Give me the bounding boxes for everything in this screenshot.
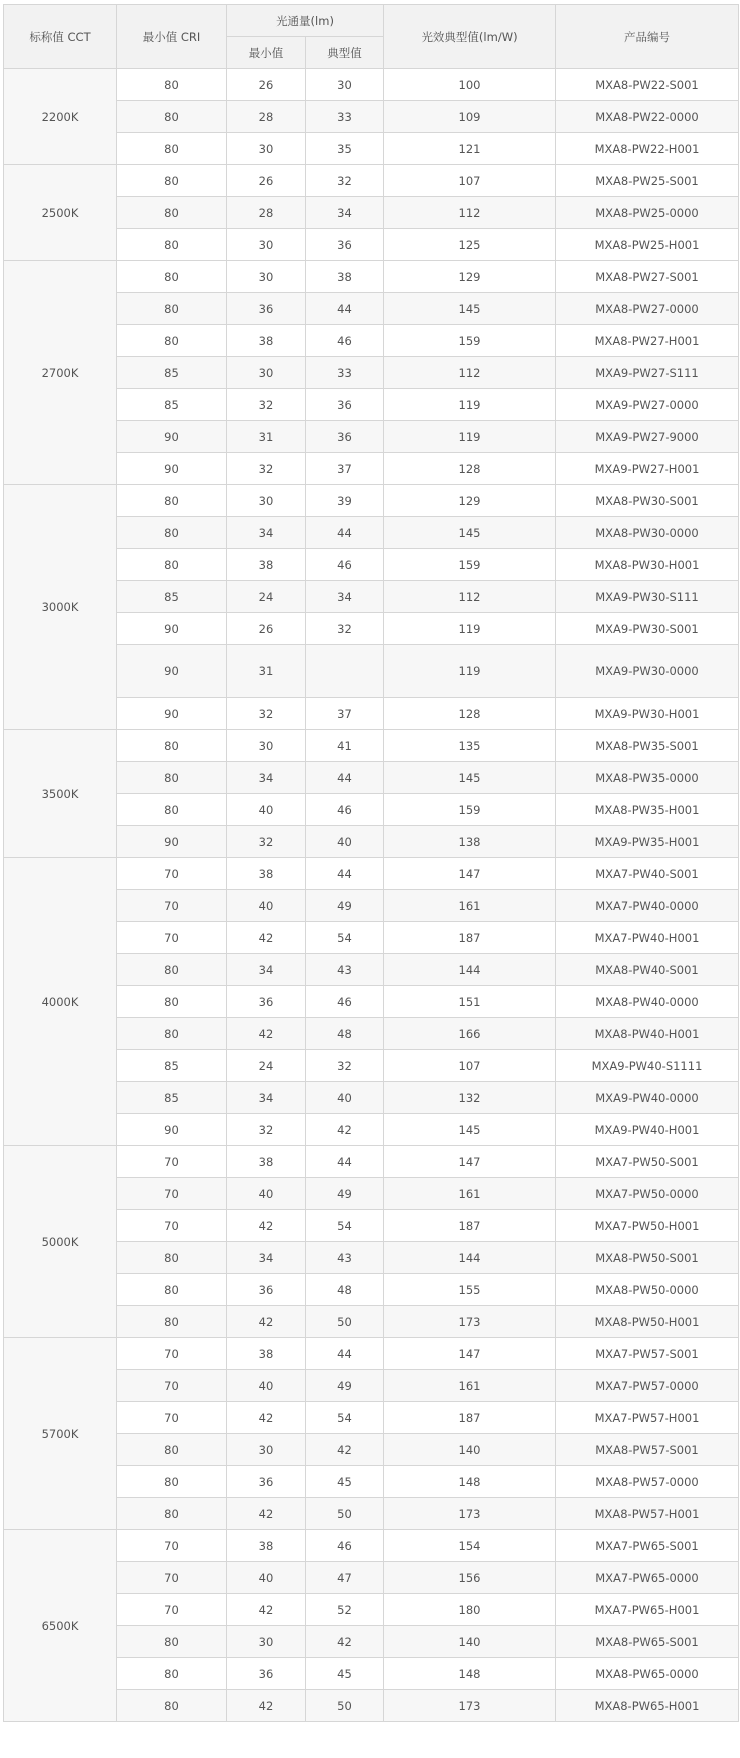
cri-cell: 85 — [117, 1082, 227, 1114]
cri-cell: 80 — [117, 517, 227, 549]
part-number-cell: MXA8-PW57-S001 — [556, 1434, 739, 1466]
cri-cell: 90 — [117, 698, 227, 730]
part-number-cell: MXA9-PW30-S111 — [556, 581, 739, 613]
flux-typ-cell: 49 — [306, 1370, 384, 1402]
flux-min-cell: 36 — [227, 986, 306, 1018]
efficacy-cell: 161 — [384, 890, 556, 922]
header-cri: 最小值 CRI — [117, 5, 227, 69]
efficacy-cell: 147 — [384, 1338, 556, 1370]
efficacy-cell: 173 — [384, 1306, 556, 1338]
flux-typ-cell: 44 — [306, 858, 384, 890]
efficacy-cell: 121 — [384, 133, 556, 165]
flux-min-cell: 26 — [227, 69, 306, 101]
part-number-cell: MXA8-PW22-S001 — [556, 69, 739, 101]
flux-typ-cell: 44 — [306, 293, 384, 325]
flux-min-cell: 28 — [227, 197, 306, 229]
flux-min-cell: 40 — [227, 794, 306, 826]
part-number-cell: MXA9-PW30-S001 — [556, 613, 739, 645]
flux-min-cell: 30 — [227, 133, 306, 165]
cri-cell: 70 — [117, 1146, 227, 1178]
efficacy-cell: 138 — [384, 826, 556, 858]
efficacy-cell: 129 — [384, 261, 556, 293]
part-number-cell: MXA7-PW40-0000 — [556, 890, 739, 922]
cri-cell: 90 — [117, 826, 227, 858]
flux-min-cell: 32 — [227, 698, 306, 730]
flux-min-cell: 38 — [227, 325, 306, 357]
efficacy-cell: 145 — [384, 1114, 556, 1146]
part-number-cell: MXA8-PW65-H001 — [556, 1690, 739, 1722]
efficacy-cell: 161 — [384, 1370, 556, 1402]
flux-min-cell: 42 — [227, 922, 306, 954]
flux-min-cell: 42 — [227, 1306, 306, 1338]
flux-min-cell: 40 — [227, 1562, 306, 1594]
part-number-cell: MXA8-PW22-0000 — [556, 101, 739, 133]
efficacy-cell: 119 — [384, 645, 556, 698]
part-number-cell: MXA9-PW27-H001 — [556, 453, 739, 485]
part-number-cell: MXA9-PW27-0000 — [556, 389, 739, 421]
efficacy-cell: 173 — [384, 1690, 556, 1722]
cri-cell: 90 — [117, 453, 227, 485]
flux-typ-cell: 44 — [306, 517, 384, 549]
part-number-cell: MXA9-PW35-H001 — [556, 826, 739, 858]
part-number-cell: MXA7-PW57-S001 — [556, 1338, 739, 1370]
flux-min-cell: 38 — [227, 1530, 306, 1562]
flux-typ-cell: 43 — [306, 1242, 384, 1274]
flux-min-cell: 31 — [227, 421, 306, 453]
flux-min-cell: 38 — [227, 549, 306, 581]
part-number-cell: MXA9-PW27-9000 — [556, 421, 739, 453]
cri-cell: 90 — [117, 1114, 227, 1146]
header-flux: 光通量(lm) — [227, 5, 384, 37]
efficacy-cell: 173 — [384, 1498, 556, 1530]
flux-typ-cell: 50 — [306, 1690, 384, 1722]
part-number-cell: MXA8-PW27-S001 — [556, 261, 739, 293]
part-number-cell: MXA9-PW40-H001 — [556, 1114, 739, 1146]
cri-cell: 80 — [117, 794, 227, 826]
part-number-cell: MXA7-PW50-S001 — [556, 1146, 739, 1178]
flux-typ-cell: 32 — [306, 1050, 384, 1082]
part-number-cell: MXA8-PW40-S001 — [556, 954, 739, 986]
cri-cell: 70 — [117, 1402, 227, 1434]
flux-typ-cell: 36 — [306, 229, 384, 261]
flux-min-cell: 24 — [227, 1050, 306, 1082]
part-number-cell: MXA8-PW40-H001 — [556, 1018, 739, 1050]
cri-cell: 70 — [117, 1370, 227, 1402]
part-number-cell: MXA7-PW50-H001 — [556, 1210, 739, 1242]
flux-min-cell: 30 — [227, 1434, 306, 1466]
part-number-cell: MXA8-PW30-S001 — [556, 485, 739, 517]
cri-cell: 70 — [117, 1562, 227, 1594]
efficacy-cell: 100 — [384, 69, 556, 101]
flux-min-cell: 42 — [227, 1402, 306, 1434]
cri-cell: 70 — [117, 1338, 227, 1370]
cri-cell: 80 — [117, 165, 227, 197]
flux-min-cell: 40 — [227, 1178, 306, 1210]
flux-min-cell: 38 — [227, 858, 306, 890]
flux-typ-cell: 44 — [306, 762, 384, 794]
part-number-cell: MXA8-PW57-0000 — [556, 1466, 739, 1498]
part-number-cell: MXA8-PW50-0000 — [556, 1274, 739, 1306]
cri-cell: 80 — [117, 485, 227, 517]
flux-min-cell: 40 — [227, 1370, 306, 1402]
flux-typ-cell: 49 — [306, 1178, 384, 1210]
part-number-cell: MXA7-PW65-S001 — [556, 1530, 739, 1562]
flux-typ-cell: 46 — [306, 549, 384, 581]
table-row — [4, 730, 739, 762]
cri-cell: 80 — [117, 1242, 227, 1274]
flux-typ-cell: 38 — [306, 261, 384, 293]
part-number-cell: MXA9-PW30-H001 — [556, 698, 739, 730]
part-number-cell: MXA9-PW40-0000 — [556, 1082, 739, 1114]
part-number-cell: MXA8-PW22-H001 — [556, 133, 739, 165]
efficacy-cell: 140 — [384, 1434, 556, 1466]
table-row — [4, 1530, 739, 1562]
cri-cell: 80 — [117, 1434, 227, 1466]
flux-typ-cell: 54 — [306, 1210, 384, 1242]
cri-cell: 80 — [117, 762, 227, 794]
cri-cell: 70 — [117, 1594, 227, 1626]
flux-min-cell: 32 — [227, 389, 306, 421]
efficacy-cell: 154 — [384, 1530, 556, 1562]
flux-typ-cell: 40 — [306, 1082, 384, 1114]
flux-typ-cell: 44 — [306, 1146, 384, 1178]
cri-cell: 80 — [117, 1018, 227, 1050]
header-flux-min: 最小值 — [227, 37, 306, 69]
efficacy-cell: 128 — [384, 453, 556, 485]
part-number-cell: MXA8-PW30-0000 — [556, 517, 739, 549]
cri-cell: 80 — [117, 69, 227, 101]
table-header — [4, 5, 739, 69]
flux-typ-cell: 45 — [306, 1658, 384, 1690]
cri-cell: 70 — [117, 890, 227, 922]
cri-cell: 80 — [117, 549, 227, 581]
flux-typ-cell: 46 — [306, 325, 384, 357]
part-number-cell: MXA9-PW30-0000 — [556, 645, 739, 698]
part-number-cell: MXA8-PW25-S001 — [556, 165, 739, 197]
cri-cell: 80 — [117, 293, 227, 325]
flux-min-cell: 42 — [227, 1594, 306, 1626]
part-number-cell: MXA8-PW50-S001 — [556, 1242, 739, 1274]
header-flux-typ: 典型值 — [306, 37, 384, 69]
flux-typ-cell: 54 — [306, 922, 384, 954]
flux-typ-cell: 52 — [306, 1594, 384, 1626]
cri-cell: 90 — [117, 645, 227, 698]
efficacy-cell: 128 — [384, 698, 556, 730]
flux-typ-cell: 37 — [306, 698, 384, 730]
header-efficacy: 光效典型值(lm/W) — [384, 5, 556, 69]
efficacy-cell: 187 — [384, 922, 556, 954]
cri-cell: 80 — [117, 730, 227, 762]
flux-typ-cell: 33 — [306, 357, 384, 389]
cri-cell: 80 — [117, 954, 227, 986]
efficacy-cell: 166 — [384, 1018, 556, 1050]
part-number-cell: MXA9-PW40-S1111 — [556, 1050, 739, 1082]
flux-typ-cell: 44 — [306, 1338, 384, 1370]
flux-typ-cell: 50 — [306, 1306, 384, 1338]
flux-min-cell: 36 — [227, 1658, 306, 1690]
flux-typ-cell: 49 — [306, 890, 384, 922]
flux-typ-cell: 47 — [306, 1562, 384, 1594]
flux-typ-cell: 41 — [306, 730, 384, 762]
part-number-cell: MXA8-PW40-0000 — [556, 986, 739, 1018]
flux-typ-cell: 32 — [306, 613, 384, 645]
efficacy-cell: 148 — [384, 1466, 556, 1498]
flux-typ-cell: 46 — [306, 1530, 384, 1562]
cri-cell: 80 — [117, 261, 227, 293]
part-number-cell: MXA7-PW57-H001 — [556, 1402, 739, 1434]
part-number-cell: MXA7-PW50-0000 — [556, 1178, 739, 1210]
efficacy-cell: 125 — [384, 229, 556, 261]
flux-min-cell: 31 — [227, 645, 306, 698]
flux-typ-cell: 34 — [306, 581, 384, 613]
flux-min-cell: 38 — [227, 1146, 306, 1178]
flux-min-cell: 30 — [227, 261, 306, 293]
cri-cell: 80 — [117, 197, 227, 229]
flux-min-cell: 36 — [227, 1466, 306, 1498]
efficacy-cell: 144 — [384, 954, 556, 986]
flux-min-cell: 34 — [227, 517, 306, 549]
flux-min-cell: 40 — [227, 890, 306, 922]
cri-cell: 80 — [117, 1690, 227, 1722]
flux-min-cell: 30 — [227, 730, 306, 762]
efficacy-cell: 119 — [384, 389, 556, 421]
part-number-cell: MXA7-PW40-S001 — [556, 858, 739, 890]
cct-cell: 2200K — [4, 69, 117, 165]
cri-cell: 85 — [117, 389, 227, 421]
flux-typ-cell: 33 — [306, 101, 384, 133]
flux-min-cell: 36 — [227, 293, 306, 325]
part-number-cell: MXA8-PW27-H001 — [556, 325, 739, 357]
cri-cell: 80 — [117, 1498, 227, 1530]
flux-typ-cell: 42 — [306, 1434, 384, 1466]
flux-typ-cell: 45 — [306, 1466, 384, 1498]
flux-min-cell: 42 — [227, 1018, 306, 1050]
cri-cell: 80 — [117, 1274, 227, 1306]
cri-cell: 85 — [117, 1050, 227, 1082]
cri-cell: 90 — [117, 613, 227, 645]
flux-min-cell: 32 — [227, 826, 306, 858]
table-row — [4, 858, 739, 890]
flux-min-cell: 26 — [227, 613, 306, 645]
part-number-cell: MXA8-PW50-H001 — [556, 1306, 739, 1338]
flux-min-cell: 34 — [227, 954, 306, 986]
efficacy-cell: 147 — [384, 1146, 556, 1178]
flux-typ-cell: 46 — [306, 794, 384, 826]
part-number-cell: MXA8-PW57-H001 — [556, 1498, 739, 1530]
part-number-cell: MXA7-PW40-H001 — [556, 922, 739, 954]
part-number-cell: MXA7-PW57-0000 — [556, 1370, 739, 1402]
cri-cell: 80 — [117, 1626, 227, 1658]
part-number-cell: MXA8-PW25-H001 — [556, 229, 739, 261]
flux-typ-cell: 40 — [306, 826, 384, 858]
spec-table-container — [3, 4, 739, 1722]
efficacy-cell: 119 — [384, 421, 556, 453]
table-row — [4, 165, 739, 197]
cri-cell: 70 — [117, 1210, 227, 1242]
cct-cell: 6500K — [4, 1530, 117, 1722]
cct-cell: 4000K — [4, 858, 117, 1146]
flux-typ-cell: 54 — [306, 1402, 384, 1434]
efficacy-cell: 144 — [384, 1242, 556, 1274]
flux-typ-cell: 36 — [306, 421, 384, 453]
flux-min-cell: 42 — [227, 1498, 306, 1530]
cri-cell: 80 — [117, 229, 227, 261]
cct-cell: 5000K — [4, 1146, 117, 1338]
flux-min-cell: 42 — [227, 1690, 306, 1722]
efficacy-cell: 156 — [384, 1562, 556, 1594]
header-part-number: 产品编号 — [556, 5, 739, 69]
efficacy-cell: 112 — [384, 581, 556, 613]
part-number-cell: MXA7-PW65-H001 — [556, 1594, 739, 1626]
flux-typ-cell: 42 — [306, 1114, 384, 1146]
flux-typ-cell: 32 — [306, 165, 384, 197]
cri-cell: 80 — [117, 1658, 227, 1690]
flux-typ-cell: 48 — [306, 1274, 384, 1306]
part-number-cell: MXA8-PW65-0000 — [556, 1658, 739, 1690]
cri-cell: 90 — [117, 421, 227, 453]
cri-cell: 80 — [117, 133, 227, 165]
cri-cell: 70 — [117, 922, 227, 954]
flux-typ-cell: 34 — [306, 197, 384, 229]
flux-min-cell: 42 — [227, 1210, 306, 1242]
part-number-cell: MXA8-PW65-S001 — [556, 1626, 739, 1658]
part-number-cell: MXA9-PW27-S111 — [556, 357, 739, 389]
cri-cell: 85 — [117, 357, 227, 389]
flux-min-cell: 34 — [227, 762, 306, 794]
part-number-cell: MXA8-PW25-0000 — [556, 197, 739, 229]
flux-typ-cell: 48 — [306, 1018, 384, 1050]
flux-typ-cell: 30 — [306, 69, 384, 101]
efficacy-cell: 145 — [384, 293, 556, 325]
header-cct: 标称值 CCT — [4, 5, 117, 69]
flux-min-cell: 32 — [227, 453, 306, 485]
cri-cell: 80 — [117, 1306, 227, 1338]
cct-cell: 5700K — [4, 1338, 117, 1530]
table-row — [4, 1146, 739, 1178]
efficacy-cell: 119 — [384, 613, 556, 645]
cri-cell: 80 — [117, 325, 227, 357]
flux-typ-cell: 37 — [306, 453, 384, 485]
cri-cell: 70 — [117, 1178, 227, 1210]
flux-min-cell: 26 — [227, 165, 306, 197]
flux-typ-cell: 46 — [306, 986, 384, 1018]
table-row — [4, 1338, 739, 1370]
part-number-cell: MXA8-PW35-S001 — [556, 730, 739, 762]
efficacy-cell: 187 — [384, 1402, 556, 1434]
flux-min-cell: 30 — [227, 229, 306, 261]
efficacy-cell: 145 — [384, 762, 556, 794]
flux-min-cell: 36 — [227, 1274, 306, 1306]
efficacy-cell: 112 — [384, 357, 556, 389]
efficacy-cell: 148 — [384, 1658, 556, 1690]
efficacy-cell: 109 — [384, 101, 556, 133]
flux-min-cell: 30 — [227, 485, 306, 517]
flux-min-cell: 34 — [227, 1082, 306, 1114]
flux-typ-cell: 35 — [306, 133, 384, 165]
efficacy-cell: 107 — [384, 165, 556, 197]
part-number-cell: MXA7-PW65-0000 — [556, 1562, 739, 1594]
part-number-cell: MXA8-PW30-H001 — [556, 549, 739, 581]
efficacy-cell: 107 — [384, 1050, 556, 1082]
efficacy-cell: 140 — [384, 1626, 556, 1658]
cri-cell: 70 — [117, 1530, 227, 1562]
table-row — [4, 261, 739, 293]
cri-cell: 80 — [117, 1466, 227, 1498]
part-number-cell: MXA8-PW27-0000 — [556, 293, 739, 325]
efficacy-cell: 159 — [384, 794, 556, 826]
efficacy-cell: 129 — [384, 485, 556, 517]
efficacy-cell: 132 — [384, 1082, 556, 1114]
cct-cell: 2700K — [4, 261, 117, 485]
efficacy-cell: 151 — [384, 986, 556, 1018]
flux-typ-cell: 36 — [306, 389, 384, 421]
flux-typ-cell: 50 — [306, 1498, 384, 1530]
flux-min-cell: 34 — [227, 1242, 306, 1274]
table-body — [4, 69, 739, 1722]
cri-cell: 85 — [117, 581, 227, 613]
cri-cell: 80 — [117, 986, 227, 1018]
flux-typ-cell: 43 — [306, 954, 384, 986]
flux-min-cell: 30 — [227, 1626, 306, 1658]
cct-cell: 3000K — [4, 485, 117, 730]
efficacy-cell: 159 — [384, 549, 556, 581]
cri-cell: 70 — [117, 858, 227, 890]
flux-min-cell: 30 — [227, 357, 306, 389]
efficacy-cell: 145 — [384, 517, 556, 549]
flux-min-cell: 38 — [227, 1338, 306, 1370]
efficacy-cell: 135 — [384, 730, 556, 762]
flux-min-cell: 24 — [227, 581, 306, 613]
cct-cell: 3500K — [4, 730, 117, 858]
efficacy-cell: 112 — [384, 197, 556, 229]
table-row — [4, 69, 739, 101]
flux-typ-cell: 39 — [306, 485, 384, 517]
flux-typ-cell — [306, 645, 384, 698]
efficacy-cell: 187 — [384, 1210, 556, 1242]
efficacy-cell: 180 — [384, 1594, 556, 1626]
part-number-cell: MXA8-PW35-H001 — [556, 794, 739, 826]
flux-typ-cell: 42 — [306, 1626, 384, 1658]
led-spec-table — [3, 4, 739, 1722]
efficacy-cell: 155 — [384, 1274, 556, 1306]
flux-min-cell: 28 — [227, 101, 306, 133]
flux-min-cell: 32 — [227, 1114, 306, 1146]
cri-cell: 80 — [117, 101, 227, 133]
part-number-cell: MXA8-PW35-0000 — [556, 762, 739, 794]
cct-cell: 2500K — [4, 165, 117, 261]
efficacy-cell: 159 — [384, 325, 556, 357]
table-row — [4, 485, 739, 517]
efficacy-cell: 147 — [384, 858, 556, 890]
efficacy-cell: 161 — [384, 1178, 556, 1210]
